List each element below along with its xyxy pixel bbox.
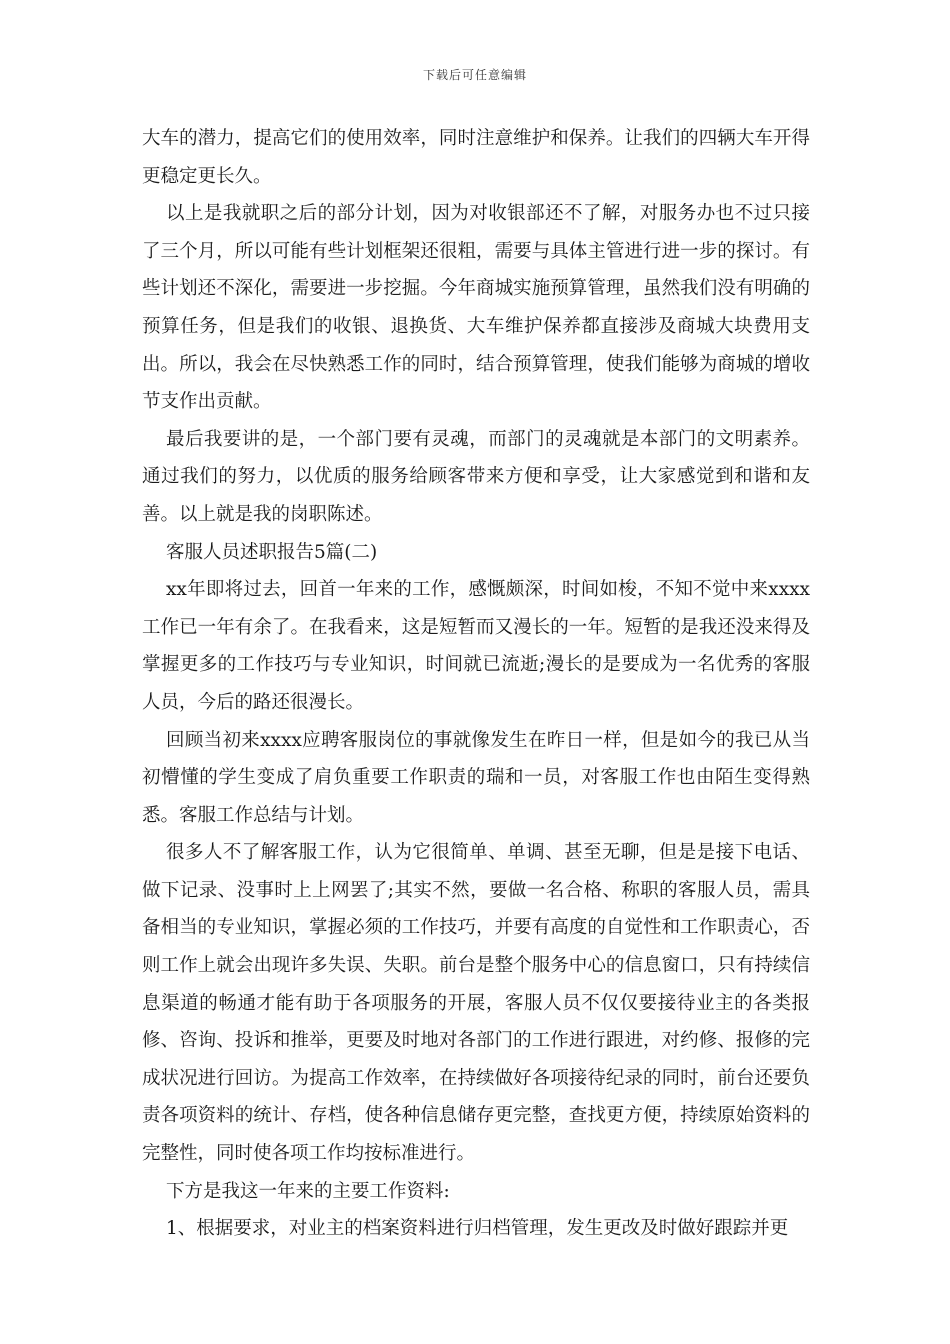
paragraph: 以上是我就职之后的部分计划，因为对收银部还不了解，对服务办也不过只接了三个月，所以可能有些计划框架还很粗，需要与具体主管进行进一步的探讨。有些计划还不深化，需要进一步挖掘。今年商城实施预算管理，虽然我们没有明确的预算任务，但是我们的收银、退换货、大车维护保养都直接涉及商城大块费用支出。所以，我会在尽快熟悉工作的同时，结合预算管理，使我们能够为商城的增收节支作出贡献。 [142,203,810,413]
section-title: 客服人员述职报告5篇(二) [166,541,378,563]
paragraph: 回顾当初来xxxx应聘客服岗位的事就像发生在昨日一样，但是如今的我已从当初懵懂的学生变成了肩负重要工作职责的瑞和一员，对客服工作也由陌生变得熟悉。客服工作总结与计划。 [142,729,810,826]
page-header: 下载后可任意编辑 [422,68,527,82]
list-item: 1、根据要求，对业主的档案资料进行归档管理，发生更改及时做好跟踪并更 [166,1218,789,1240]
paragraph: 下方是我这一年来的主要工作资料: [166,1180,450,1202]
paragraph: xx年即将过去，回首一年来的工作，感慨颇深，时间如梭，不知不觉中来xxxx工作已一年有余了。在我看来，这是短暂而又漫长的一年。短暂的是我还没来得及掌握更多的工作技巧与专业知识，时间就已流逝;漫长的是要成为一名优秀的客服人员，今后的路还很漫长。 [142,579,810,713]
paragraph-continuation: 大车的潜力，提高它们的使用效率，同时注意维护和保养。让我们的四辆大车开得更稳定更长久。 [142,128,810,187]
document-body [142,120,810,1248]
paragraph: 最后我要讲的是，一个部门要有灵魂，而部门的灵魂就是本部门的文明素养。通过我们的努力，以优质的服务给顾客带来方便和享受，让大家感觉到和谐和友善。以上就是我的岗职陈述。 [142,428,810,525]
paragraph: 很多人不了解客服工作，认为它很简单、单调、甚至无聊，但是是接下电话、做下记录、没事时上上网罢了;其实不然，要做一名合格、称职的客服人员，需具备相当的专业知识，掌握必须的工作技巧，并要有高度的自觉性和工作职责心，否则工作上就会出现许多失误、失职。前台是整个服务中心的信息窗口，只有持续信息渠道的畅通才能有助于各项服务的开展，客服人员不仅仅要接待业主的各类报修、咨询、投诉和推举，更要及时地对各部门的工作进行跟进，对约修、报修的完成状况进行回访。为提高工作效率，在持续做好各项接待纪录的同时，前台还要负责各项资料的统计、存档，使各种信息储存更完整，查找更方便，持续原始资料的完整性，同时使各项工作均按标准进行。 [142,842,810,1165]
